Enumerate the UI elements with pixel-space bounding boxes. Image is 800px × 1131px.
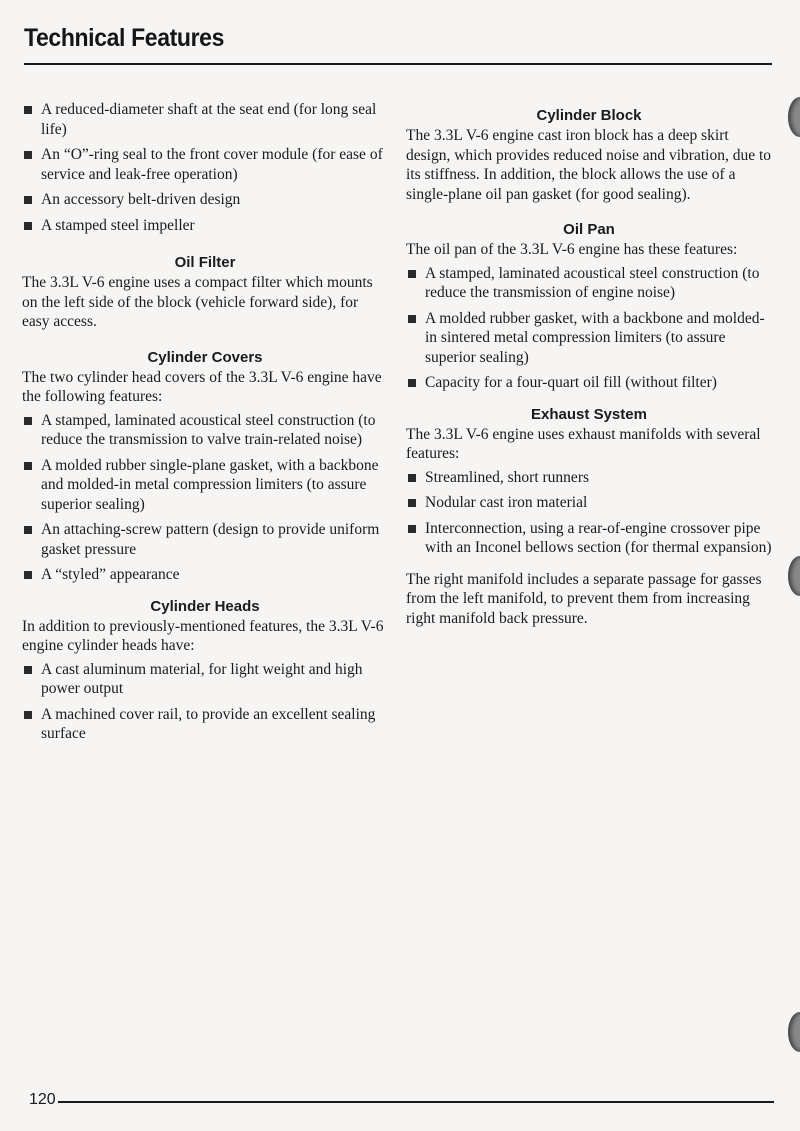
intro-bullet-list (22, 100, 388, 235)
oil-pan-intro: The oil pan of the 3.3L V-6 engine has these features: (406, 241, 738, 258)
square-bullet-icon (408, 474, 416, 482)
binder-hole (788, 97, 800, 137)
square-bullet-icon (24, 222, 32, 230)
exhaust-system-closing: The right manifold includes a separate passage for gasses from the left manifold, to prevent them from increasing right manifold back pressure. (406, 570, 762, 627)
cylinder-covers-intro: The two cylinder head covers of the 3.3L V-6 engine have the following features: (22, 368, 382, 405)
list-item: Capacity for a four-quart oil fill (without filter) (406, 373, 772, 393)
title-rule (24, 63, 772, 65)
list-item: A reduced-diameter shaft at the seat end (for long seal life) (22, 100, 388, 139)
square-bullet-icon (24, 196, 32, 204)
cylinder-block-text: The 3.3L V-6 engine cast iron block has a deep skirt design, which provides reduced noise and vibration, due to its stiffness. In addition, the block allows the use of a single-plane oil pan gasket (for good sealing). (406, 127, 772, 203)
square-bullet-icon (408, 499, 416, 507)
oil-pan-heading: Oil Pan (563, 221, 615, 238)
square-bullet-icon (24, 571, 32, 579)
list-item: A cast aluminum material, for light weight and high power output (22, 660, 388, 699)
square-bullet-icon (24, 462, 32, 470)
square-bullet-icon (408, 270, 416, 278)
list-item: A stamped, laminated acoustical steel construction (to reduce the transmission to valve train-related noise) (22, 411, 388, 450)
cylinder-block-heading: Cylinder Block (536, 107, 642, 124)
list-item: A stamped, laminated acoustical steel construction (to reduce the transmission of engine noise) (406, 264, 772, 303)
page-title: Technical Features (24, 24, 225, 52)
list-item: A molded rubber single-plane gasket, with a backbone and molded-in metal compression limiters (to assure superior sealing) (22, 456, 388, 515)
list-item: A “styled” appearance (22, 565, 388, 585)
cylinder-covers-heading: Cylinder Covers (147, 348, 263, 366)
list-item: A molded rubber gasket, with a backbone and molded-in sintered metal compression limiters (to assure superior sealing) (406, 309, 772, 368)
square-bullet-icon (24, 417, 32, 425)
oil-filter-heading: Oil Filter (174, 254, 236, 271)
list-item: A stamped steel impeller (22, 216, 388, 236)
square-bullet-icon (408, 379, 416, 387)
list-item: An accessory belt-driven design (22, 190, 388, 210)
left-column (22, 100, 388, 750)
list-item: An attaching-screw pattern (design to provide uniform gasket pressure (22, 520, 388, 559)
square-bullet-icon (408, 525, 416, 533)
square-bullet-icon (408, 315, 416, 323)
oil-pan-bullet-list (406, 264, 772, 393)
square-bullet-icon (24, 106, 32, 114)
cylinder-heads-bullet-list (22, 660, 388, 744)
binder-hole (788, 556, 800, 596)
binder-hole (788, 1012, 800, 1052)
exhaust-system-heading: Exhaust System (531, 405, 647, 423)
exhaust-system-intro: The 3.3L V-6 engine uses exhaust manifolds with several features: (406, 425, 761, 462)
list-item: Nodular cast iron material (406, 493, 772, 513)
list-item: Streamlined, short runners (406, 468, 772, 488)
cylinder-heads-heading: Cylinder Heads (150, 597, 260, 615)
list-item: An “O”-ring seal to the front cover module (for ease of service and leak-free operation) (22, 145, 388, 184)
cylinder-heads-intro: In addition to previously-mentioned features, the 3.3L V-6 engine cylinder heads have: (22, 617, 384, 654)
exhaust-system-bullet-list (406, 468, 772, 558)
cylinder-covers-bullet-list (22, 411, 388, 585)
square-bullet-icon (24, 666, 32, 674)
square-bullet-icon (24, 711, 32, 719)
right-column (406, 106, 772, 632)
list-item: Interconnection, using a rear-of-engine crossover pipe with an Inconel bellows section (for thermal expansion) (406, 519, 772, 558)
oil-filter-text: The 3.3L V-6 engine uses a compact filter which mounts on the left side of the block (vehicle forward side), for easy access. (22, 274, 373, 330)
list-item: A machined cover rail, to provide an excellent sealing surface (22, 705, 388, 744)
footer-rule (58, 1101, 774, 1103)
square-bullet-icon (24, 151, 32, 159)
page-number: 120 (29, 1091, 56, 1108)
square-bullet-icon (24, 526, 32, 534)
